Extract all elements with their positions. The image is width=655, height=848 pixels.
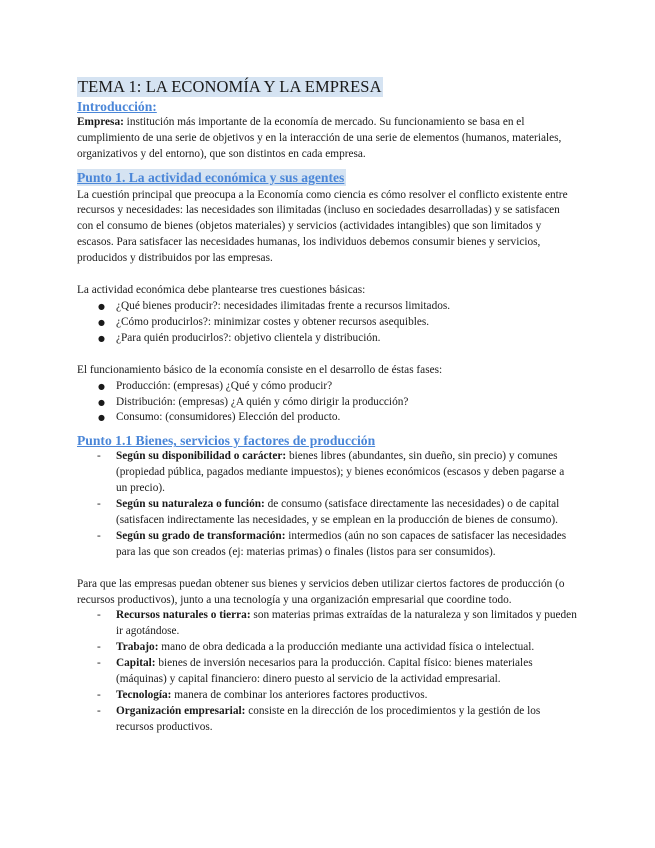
intro-term: Empresa:	[77, 115, 124, 128]
list-item: - Según su grado de transformación: intermedios (aún no son capaces de satisfacer las necesidades para las que son creados (ej: materias primas) o finales (listos para ser consumidos).	[77, 529, 577, 561]
list-item: ● ¿Cómo producirlos?: minimizar costes y obtener recursos asequibles.	[77, 315, 577, 331]
punto11-paragraph-1: Para que las empresas puedan obtener sus bienes y servicios deben utilizar ciertos factores de producción (o recursos productivos), junto a una tecnología y una organización empresarial que coordine todo.	[77, 577, 565, 606]
list-item: - Según su naturaleza o función: de consumo (satisface directamente las necesidades) o de capital (satisfacen indirectamente las necesidades, y se emplean en la producción de bienes de consumo).	[77, 497, 577, 529]
list-item: ● ¿Qué bienes producir?: necesidades ilimitadas frente a recursos limitados.	[77, 299, 577, 315]
punto1-heading: Punto 1. La actividad económica y sus agentes	[77, 169, 345, 185]
list-item: - Según su disponibilidad o carácter: bienes libres (abundantes, sin dueño, sin precio) y comunes (propiedad pública, pagados mediante impuestos); y bienes económicos (escasos y deben pagarse a un precio).	[77, 449, 577, 497]
page-title: TEMA 1: LA ECONOMÍA Y LA EMPRESA	[78, 77, 382, 96]
phases-list	[77, 379, 577, 427]
list-item: - Trabajo: mano de obra dedicada a la producción mediante una actividad física o intelectual.	[77, 640, 577, 656]
questions-list	[77, 299, 577, 347]
list-item: ● ¿Para quién producirlos?: objetivo clientela y distribución.	[77, 331, 577, 347]
punto1-paragraph-2: La actividad económica debe plantearse tres cuestiones básicas:	[77, 284, 366, 297]
intro-text: institución más importante de la economía de mercado. Su funcionamiento se basa en el cumplimiento de una serie de objetivos y en la interacción de una serie de elementos (humanos, materiales, organizativos y del entorno), que son distintos en cada empresa.	[77, 115, 562, 160]
list-item: - Recursos naturales o tierra: son materias primas extraídas de la naturaleza y son limitados y pueden ir agotándose.	[77, 608, 577, 640]
punto1-paragraph-1: La cuestión principal que preocupa a la Economía como ciencia es cómo resolver el conflicto existente entre recursos y necesidades: las necesidades son ilimitadas (incluso en sociedades desarrolladas) y se satisfacen con el consumo de bienes (objetos materiales) y servicios (actividades intangibles) que son limitados y escasos. Para satisfacer las necesidades humanas, los individuos debemos consumir bienes y servicios, producidos y distribuidos por las empresas.	[77, 188, 568, 265]
intro-paragraph	[77, 115, 577, 163]
list-item: - Organización empresarial: consiste en la dirección de los procedimientos y la gestión de los recursos productivos.	[77, 704, 577, 736]
classifications-list	[77, 449, 577, 560]
factors-list	[77, 608, 577, 735]
punto11-heading: Punto 1.1 Bienes, servicios y factores de producción	[77, 433, 376, 449]
list-item: - Capital: bienes de inversión necesarios para la producción. Capital físico: bienes materiales (máquinas) y capital financiero: dinero puesto al servicio de la actividad empresarial.	[77, 656, 577, 688]
list-item: ● Distribución: (empresas) ¿A quién y cómo dirigir la producción?	[77, 395, 577, 411]
list-item: - Tecnología: manera de combinar los anteriores factores productivos.	[77, 688, 577, 704]
punto1-paragraph-3: El funcionamiento básico de la economía consiste en el desarrollo de éstas fases:	[77, 363, 443, 376]
list-item: ● Producción: (empresas) ¿Qué y cómo producir?	[77, 379, 577, 395]
intro-heading: Introducción:	[77, 98, 157, 114]
list-item: ● Consumo: (consumidores) Elección del producto.	[77, 410, 577, 426]
document-page	[77, 77, 577, 736]
